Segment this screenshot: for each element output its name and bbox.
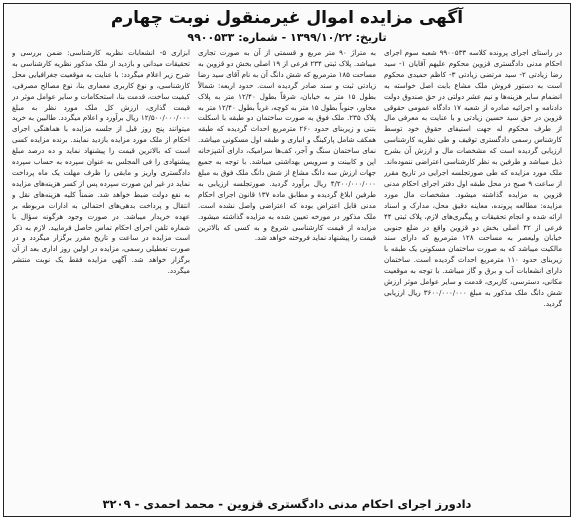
- text-column-left: ابزاری ۵- انشعابات نظریه کارشناسی: ضمن بررسی و تحقیقات میدانی و بازدید از ملک مذکور نظریه کارشناسی به شرح زیر اعلام میگردد: با عنایت به موقعیت جغرافیایی محل کارشناسی، و نوع کاربری معماری بنا، نوع مصالح مصرفی، کیفیت ساخت، قدمت بنا، استحکامات و سایر عوامل موثر در قیمت گذاری، ارزش کل ملک مورد نظر به مبلغ ۱۲/۵۰۰/۰۰۰/۰۰۰ ریال برآورد و اعلام میگردد. طالبین به خرید میتوانند پنج روز قبل از جلسه مزایده با هماهنگی اجرای احکام از ملک مورد مزایده بازدید نمایند. برنده مزایده کسی است که بالاترین قیمت را پیشنهاد نماید و ده درصد مبلغ پیشنهادی را فی المجلس به عنوان سپرده به حساب سپرده دادگستری واریز و مابقی را ظرف مهلت یک ماه پرداخت نماید در غیر این صورت سپرده پس از کسر هزینه‌های مزایده به نفع دولت ضبط خواهد شد. ضمناً کلیه هزینه‌های نقل و انتقال و پرداخت بدهی‌های احتمالی به ادارات مربوطه بر عهده خریدار میباشد. در صورت وجود هرگونه سؤال با شماره تلفن اجرای احکام تماس حاصل فرمایید. لازم به ذکر است مزایده در ساعت و تاریخ مقرر برگزار میگردد و در صورت تعطیلی رسمی، مزایده در اولین روز اداری بعد از آن برگزار خواهد شد. آگهی مزایده فقط یک نوبت منتشر میگردد.: [12, 48, 190, 276]
- notice-date-number: تاریخ: ۱۳۹۹/۱۰/۲۲ - شماره: ۹۹۰۰۵۳۳: [187, 31, 387, 44]
- notice-body: [12, 48, 562, 490]
- notice-frame: [3, 3, 571, 517]
- text-column-right: در راستای اجرای پرونده کلاسه ۹۹۰۰۵۳۳ شعبه سوم اجرای احکام مدنی دادگستری قزوین محکوم علیهم آقایان ۱- سید رضا زیادتی ۲- سید مرتضی زیادتی ۳- کاظم حمیدی محکوم است به دستور فروش ملک مشاع بابت اصل خواسته به انضمام سایر هزینه‌ها و نیم عشر دولتی در حق صندوق دولت دادنامه و اجرائیه صادره از شعبه ۱۷ دادگاه عمومی حقوقی قزوین در حق سید حسین زیادتی و با عنایت به معرفی مال از طرف محکوم له جهت استیفای حقوق خود توسط کارشناس رسمی دادگستری توقیف و طی نظریه کارشناسی ارزیابی گردیده است که مشخصات مال و ارزش آن بشرح ذیل میباشد و طرفین به نظر کارشناسی اعتراضی ننموده‌اند. ملک مورد مزایده که طی صورتجلسه اجرایی در تاریخ مقرر از ساعت ۹ صبح در محل طبقه اول دفتر اجرای احکام مدنی قزوین به مزایده گذاشته میشود. مشخصات مال مورد مزایده: مطالعه پرونده، معاینه دقیق محل، مدارک و اسناد ارائه شده و انجام تحقیقات و پیگیری‌های لازم، پلاک ثبتی ۴۴ فرعی از ۴۲ اصلی بخش دو قزوین واقع در ضلع جنوبی خیابان ولیعصر به مساحت ۱۲۸ مترمربع که دارای سند مالکیت میباشد که به صورت ساختمان مسکونی یک طبقه با زیربنای حدود ۱۱۰ مترمربع احداث گردیده است. ساختمان دارای انشعابات آب و برق و گاز میباشد. با توجه به موقعیت مکانی، دسترسی، کاربری، قدمت و سایر عوامل موثر ارزش شش دانگ ملک مذکور به مبلغ ۳۶۰۰/۰۰۰/۰۰۰ ریال ارزیابی گردید.: [384, 48, 562, 308]
- notice-signature: دادورز اجرای احکام مدنی دادگستری قزوین - محمد احمدی - ۳۲۰۹: [102, 497, 472, 511]
- text-column-middle: به متراژ ۹۰ متر مربع و قسمتی از آن به صورت تجاری میباشد. پلاک ثبتی ۲۳۴ فرعی از ۱۹ اصلی بخش دو قزوین به مساحت ۱۸۵ مترمربع که شش دانگ آن به نام آقای سید رضا زیادتی ثبت و سند صادر گردیده است. حدود اربعه: شمالاً بطول ۱۵ متر به خیابان، شرقاً بطول ۱۲/۴۰ متر به پلاک مجاور، جنوباً بطول ۱۵ متر به کوچه، غرباً بطول ۱۲/۴۰ متر به پلاک ۲۳۵. ملک فوق به صورت ساختمان دو طبقه با اسکلت بتنی و زیربنای حدود ۲۶۰ مترمربع احداث گردیده که طبقه همکف شامل پارکینگ و انباری و طبقه اول مسکونی میباشد. نمای ساختمان سنگ و آجر، کف‌ها سرامیک، دارای آشپزخانه اپن و کابینت و سرویس بهداشتی میباشد. با توجه به جمیع جهات ارزش سه دانگ مشاع از شش دانگ ملک فوق به مبلغ ۴/۲۰۰/۰۰۰/۰۰۰ ریال برآورد گردید. صورتجلسه ارزیابی به طرفین ابلاغ گردیده و مطابق ماده ۱۳۷ قانون اجرای احکام مدنی قابل اعتراض بوده که اعتراضی واصل نشده است. ملک مذکور در مورخه تعیین شده به مزایده گذاشته میشود. مزایده از قیمت کارشناسی شروع و به کسی که بالاترین قیمت را پیشنهاد نماید فروخته خواهد شد.: [198, 48, 376, 243]
- notice-title: آگهی مزایده اموال غیرمنقول نوبت چهارم: [110, 8, 464, 28]
